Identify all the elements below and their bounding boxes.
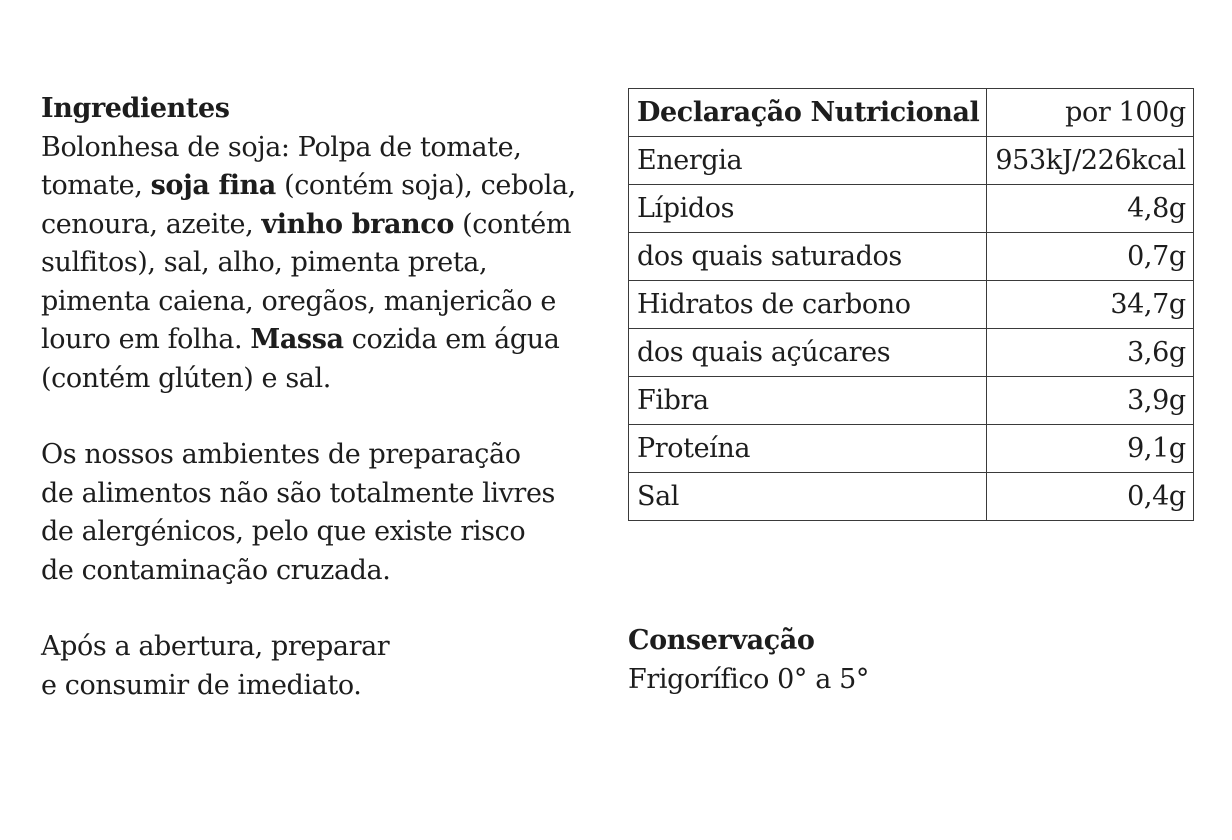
ingredients-segment: (contém soja), cebola, cenoura, azeite, (41, 170, 576, 240)
nutrient-label: Proteína (629, 425, 987, 473)
ingredients-segment: (contém sulfitos), sal, alho, pimenta preta, pimenta caiena, oregãos, manjericão e louro em folha. (41, 208, 572, 355)
nutrition-table (628, 88, 1194, 521)
ingredients-heading: Ingredientes (41, 93, 230, 124)
nutrient-value: 0,4g (987, 473, 1193, 521)
table-row (629, 329, 1194, 377)
nutrition-header-label: Declaração Nutricional (629, 89, 987, 137)
allergen-notice: Os nossos ambientes de preparação de alimentos não são totalmente livres de alergénicos, pelo que existe risco de contaminação cruzada. (41, 439, 555, 586)
opening-notice: Após a abertura, preparar e consumir de imediato. (41, 631, 390, 701)
conservation-section (628, 622, 869, 699)
conservation-text: Frigorífico 0° a 5° (628, 663, 869, 695)
allergen-vinho-branco: vinho branco (261, 208, 454, 240)
allergen-massa: Massa (250, 324, 344, 355)
nutrient-value: 9,1g (987, 425, 1193, 473)
nutrient-value: 953kJ/226kcal (987, 137, 1193, 185)
conservation-heading: Conservação (628, 625, 815, 656)
ingredients-text (41, 129, 601, 399)
nutrient-label: Sal (629, 473, 987, 521)
nutrient-value: 3,9g (987, 377, 1193, 425)
nutrient-value: 0,7g (987, 233, 1193, 281)
nutrient-label: Lípidos (629, 185, 987, 233)
nutrition-header-value: por 100g (987, 89, 1193, 137)
nutrition-header-row (629, 89, 1194, 137)
nutrient-label: dos quais saturados (629, 233, 987, 281)
table-row (629, 233, 1194, 281)
nutrient-label: Fibra (629, 377, 987, 425)
ingredients-segment: cozida em água (contém glúten) e sal. (41, 324, 560, 394)
nutrient-value: 4,8g (987, 185, 1193, 233)
table-row (629, 185, 1194, 233)
nutrient-label: Energia (629, 137, 987, 185)
allergen-soja-fina: soja fina (150, 170, 276, 201)
nutrient-value: 3,6g (987, 329, 1193, 377)
ingredients-segment: Bolonhesa de soja: Polpa de tomate, tomate, (41, 131, 522, 201)
table-row (629, 137, 1194, 185)
table-row (629, 473, 1194, 521)
nutrient-label: dos quais açúcares (629, 329, 987, 377)
nutrient-value: 34,7g (987, 281, 1193, 329)
nutrient-label: Hidratos de carbono (629, 281, 987, 329)
table-row (629, 425, 1194, 473)
table-row (629, 377, 1194, 425)
ingredients-section (41, 90, 601, 705)
table-row (629, 281, 1194, 329)
